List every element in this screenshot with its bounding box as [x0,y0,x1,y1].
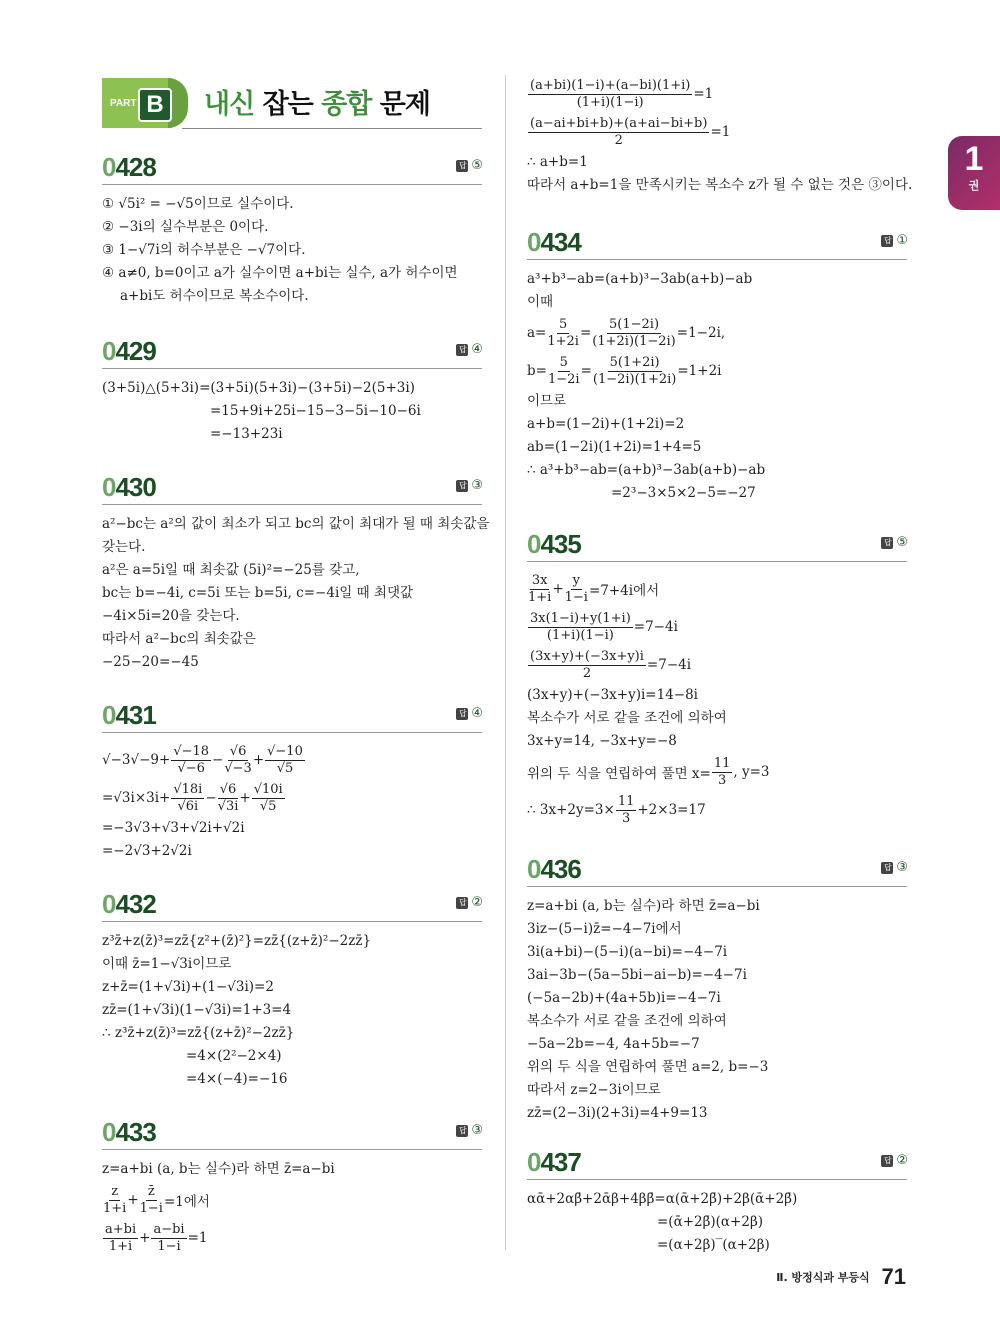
solution-line [527,608,907,646]
problem-block [102,470,490,674]
math-text: + [239,790,251,806]
answer [456,342,482,357]
problem-number-prefix: 0 [102,700,116,730]
answer [881,233,907,248]
math-text: = [580,363,592,379]
solution-line: ∴ a³+b³−ab=(a+b)³−3ab(a+b)−ab [527,462,766,478]
numerator: a+bi [105,1221,137,1237]
solution-line: z=a+bi (a, b는 실수)라 하면 z̄=a−bi [527,898,760,914]
math-text: =7+4i에서 [588,583,660,599]
solution-line [102,779,482,817]
solution-line: ③ 1−√7i의 허수부분은 −√7이다. [102,242,306,258]
volume-label: 권 [968,179,980,192]
problem-rule [102,368,482,369]
fraction [103,1184,126,1217]
answer [881,860,907,875]
solution-line: 3iz−(5−i)z̄=−4−7i에서 [527,921,682,937]
answer-value: ⑤ [471,158,482,173]
solution-line: z+z̄=(1+√3i)+(1−√3i)=2 [102,979,274,995]
denominator: 1−i [564,589,588,605]
answer-badge-icon: 답 [456,160,468,172]
math-text: =1에서 [163,1194,210,1210]
denominator: 2 [582,665,592,681]
numerator: (a−ai+bi+b)+(a+ai−bi+b) [530,115,708,131]
solution-line: −5a−2b=−4, 4a+5b=−7 [527,1036,700,1052]
math-text: b= [527,363,547,379]
solution-line: αᾱ+2αβ̄+2ᾱβ+4ββ̄=α(ᾱ+2β̄)+2β(ᾱ+2β̄) [527,1191,798,1207]
problem-number-prefix: 0 [102,472,116,502]
fraction [616,794,637,827]
numerator: 5(1+2i) [609,354,660,370]
fraction [592,317,675,350]
problem-block [527,527,907,829]
denominator: 1−2i [547,371,580,387]
denominator: 3 [717,772,727,788]
math-text: √−3√−9+ [102,752,171,768]
answer-value: ③ [471,1123,482,1138]
denominator: 1+i [108,1238,133,1254]
numerator: 5 [559,316,568,332]
answer-badge-icon: 답 [456,1125,468,1137]
solution-line: a+bi도 허수이므로 복소수이다. [120,288,309,304]
problem-rule [527,886,907,887]
denominator: (1+2i)(1−2i) [592,333,676,349]
answer-badge-icon: 답 [456,480,468,492]
denominator: √−6 [177,760,205,776]
problem-rule [102,184,482,185]
solution-line [527,314,907,352]
solution-line: =4×(2²−2×4) [186,1048,282,1064]
title-word: 내신 [204,89,255,120]
numerator: (a+bi)(1−i)+(a−bi)(1+i) [530,77,691,93]
solution-line: ① √5i² = −√5이므로 실수이다. [102,196,294,212]
solution-line: 따라서 a+b=1을 만족시키는 복소수 z가 될 수 없는 것은 ③이다. [527,177,913,193]
numerator: 3x(1−i)+y(1+i) [530,610,631,626]
problem-number-prefix: 0 [102,152,116,182]
problem-block [102,1115,482,1257]
solution-line: =−2√3+2√2i [102,843,192,859]
problem-number [102,470,482,504]
page-title [204,82,430,121]
part-label: PART [110,98,137,109]
problem-block [102,887,482,1091]
denominator: (1−2i)(1+2i) [592,371,677,387]
numerator: √10i [253,781,283,797]
problem-number-prefix: 0 [527,227,541,257]
problem-number-digits: 436 [540,854,581,884]
problem-rule [102,732,482,733]
problem-number [102,1115,482,1149]
answer-badge-icon: 답 [456,344,468,356]
solution-line: ② −3i의 실수부분은 0이다. [102,219,269,235]
fraction [151,1222,186,1255]
fraction [224,744,251,777]
math-text: − [212,752,224,768]
title-word: 잡는 [262,89,313,120]
problem-block [527,1145,907,1257]
fraction [218,782,239,815]
numerator: √6 [219,781,237,797]
solution-line: 따라서 z=2−3i이므로 [527,1082,661,1098]
problem-number [102,698,482,732]
fraction [528,116,709,149]
answer-value: ④ [471,342,482,357]
math-text: = [579,325,592,341]
answer [881,1153,907,1168]
numerator: 5 [559,354,568,370]
answer [456,706,482,721]
math-text: ∴ 3x+2y=3× [527,802,615,818]
header-rule [182,128,482,129]
part-letter: B [138,88,172,122]
problem-number [102,334,482,368]
solution-line: 따라서 a²−bc의 최솟값은 [102,631,256,647]
numerator: 5(1−2i) [609,316,660,332]
problem-number-digits: 429 [115,336,156,366]
answer [456,478,482,493]
answer-badge-icon: 답 [881,235,893,247]
problem-rule [102,504,482,505]
problem-number-digits: 435 [540,529,581,559]
denominator: √6i [177,798,199,814]
solution-line: 이때 [527,294,554,310]
answer-value: ② [896,1153,907,1168]
denominator: √5 [276,760,294,776]
solution-line: z³z̄+z(z̄)³=zz̄{z²+(z̄)²}=zz̄{(z+z̄)²−2zz̄} [102,933,372,949]
answer-value: ③ [471,478,482,493]
math-text: =1 [710,124,731,140]
problem-number [102,150,482,184]
numerator: √−18 [173,743,210,759]
volume-tab [948,136,1000,210]
denominator: 1+i [528,589,552,605]
math-text: =√3i×3i+ [102,790,171,806]
numerator: z [111,1183,119,1199]
solution-line: =4×(−4)=−16 [186,1071,288,1087]
solution-line: (3+5i)△(5+3i)=(3+5i)(5+3i)−(3+5i)−2(5+3i) [102,380,415,396]
fraction [103,1222,138,1255]
section-header [102,78,482,130]
problem-number-prefix: 0 [527,1147,541,1177]
problem-number [527,1145,907,1179]
solution-line: 복소수가 서로 같을 조건에 의하여 [527,710,727,726]
problem-number [102,887,482,921]
problem-number [527,527,907,561]
title-word: 종합 [321,89,372,120]
solution-line: =15+9i+25i−15−3−5i−10−6i [210,403,421,419]
fraction [171,744,211,777]
problem-number-digits: 433 [115,1117,156,1147]
numerator: √18i [173,781,203,797]
problem-number-digits: 437 [540,1147,581,1177]
fraction [712,756,733,789]
solution-line: 이므로 [527,393,567,409]
problem-rule [102,921,482,922]
problem-number-digits: 430 [115,472,156,502]
problem-number-digits: 432 [115,889,156,919]
problem-number-prefix: 0 [102,336,116,366]
solution-line: a+b=(1−2i)+(1+2i)=2 [527,416,685,432]
solution-line: =(α+2β)‾(α+2β) [657,1237,770,1253]
solution-line: 이때 z̄=1−√3i이므로 [102,956,232,972]
answer-badge-icon: 답 [456,897,468,909]
math-text: 위의 두 식을 연립하여 풀면 x= [527,766,711,782]
answer-badge-icon: 답 [881,862,893,874]
fraction [547,317,579,350]
answer [881,535,907,550]
solution-line: a³+b³−ab=(a+b)³−3ab(a+b)−ab [527,271,753,287]
numerator: 11 [617,793,635,809]
solution-line [527,75,907,113]
problem-number-prefix: 0 [527,854,541,884]
solution-line [527,753,907,791]
numerator: z̄ [147,1183,155,1199]
denominator: 1−i [139,1200,163,1216]
numerator: a−bi [153,1221,185,1237]
solution-line: ∴ a+b=1 [527,154,588,170]
answer-value: ⑤ [896,535,907,550]
math-text: a= [527,325,547,341]
title-word: 문제 [379,89,430,120]
solution-line: 3ai−3b−(5a−5bi−ai−b)=−4−7i [527,967,747,983]
answer [456,1123,482,1138]
denominator: √5 [259,798,277,814]
answer-badge-icon: 답 [881,1155,893,1167]
problem-block [527,852,907,1125]
math-text: +2×3=17 [637,802,706,818]
answer-value: ② [471,895,482,910]
math-text: + [127,1192,139,1208]
problem-number [527,225,907,259]
chapter-title: Ⅱ. 방정식과 부등식 [776,1271,870,1284]
problem-number [527,852,907,886]
math-text: =7−4i [633,619,678,635]
numerator: 11 [713,755,731,771]
solution-line: (3x+y)+(−3x+y)i=14−8i [527,687,698,703]
denominator: 3 [621,810,631,826]
problem-rule [527,561,907,562]
solution-line: bc는 b=−4i, c=5i 또는 b=5i, c=−4i일 때 최댓값 [102,585,414,601]
fraction [140,1184,163,1217]
fraction [565,573,588,606]
math-text: =1 [693,86,714,102]
denominator: √−3 [224,760,252,776]
math-text: =1+2i [677,363,722,379]
solution-line: zz̄=(1+√3i)(1−√3i)=1+3=4 [102,1002,292,1018]
math-text: + [252,752,265,768]
problem-rule [102,1149,482,1150]
page-number: 71 [881,1264,906,1289]
math-text: + [139,1230,151,1246]
denominator: 1−i [157,1238,181,1254]
problem-number-prefix: 0 [527,529,541,559]
answer-badge-icon: 답 [881,537,893,549]
problem-number-prefix: 0 [102,1117,116,1147]
solution-line: 3x+y=14, −3x+y=−8 [527,733,677,749]
answer-value: ③ [896,860,907,875]
fraction [593,355,676,388]
fraction [265,744,305,777]
solution-line [527,352,907,390]
problem-number-digits: 428 [115,152,156,182]
solution-line [527,791,907,829]
problem-block [527,225,907,505]
column-divider [505,75,506,1250]
denominator: (1+i)(1−i) [576,94,644,110]
numerator: y [572,572,580,588]
solution-line: −25−20=−45 [102,654,199,670]
problem-block [102,698,482,863]
solution-line [527,646,907,684]
fraction [548,355,580,388]
solution-line: 3i(a+bi)−(5−i)(a−bi)=−4−7i [527,944,728,960]
denominator: 1+i [103,1200,127,1216]
volume-number: 1 [964,140,984,178]
problem-rule [527,1179,907,1180]
page-footer [776,1264,906,1290]
numerator: 3x [531,572,548,588]
numerator: (3x+y)+(−3x+y)i [530,648,644,664]
problem-block [102,150,482,308]
math-text: =7−4i [646,657,692,673]
denominator: 2 [614,132,623,148]
fraction [528,573,551,606]
solution-line [102,1181,482,1219]
solution-line: 복소수가 서로 같을 조건에 의하여 [527,1013,727,1029]
solution-line: −4i×5i=20을 갖는다. [102,608,240,624]
solution-line: z=a+bi (a, b는 실수)라 하면 z̄=a−bi [102,1161,335,1177]
denominator: 1+2i [547,333,579,349]
math-text: =1−2i, [676,325,726,341]
fraction [528,78,692,111]
denominator: (1+i)(1−i) [546,627,614,643]
math-text: =1 [187,1230,208,1246]
math-text: + [552,581,564,597]
problem-number-digits: 434 [540,227,581,257]
solution-line: a²은 a=5i일 때 최솟값 (5i)²=−25를 갖고, [102,562,360,578]
problem-number-prefix: 0 [102,889,116,919]
problem-block [102,334,482,446]
answer-value: ④ [471,706,482,721]
answer-value: ① [896,233,907,248]
solution-line: (−5a−2b)+(4a+5b)i=−4−7i [527,990,721,1006]
solution-line [527,113,907,151]
answer-badge-icon: 답 [456,708,468,720]
solution-line: 갖는다. [102,539,146,555]
problem-number-digits: 431 [115,700,156,730]
solution-line: 위의 두 식을 연립하여 풀면 a=2, b=−3 [527,1059,769,1075]
answer [456,895,482,910]
fraction [528,611,633,644]
fraction [252,782,285,815]
solution-line: =2³−3×5×2−5=−27 [611,485,756,501]
numerator: √−10 [267,743,303,759]
solution-line: =−3√3+√3+√2i+√2i [102,820,245,836]
fraction [528,649,646,682]
math-text: − [205,790,217,806]
problem-block [527,75,913,197]
math-text: , y=3 [733,764,770,780]
solution-line: ab=(1−2i)(1+2i)=1+4=5 [527,439,702,455]
solution-line [527,570,907,608]
problem-rule [527,259,907,260]
solution-line: ④ a≠0, b=0이고 a가 실수이면 a+bi는 실수, a가 허수이면 [102,265,458,281]
answer [456,158,482,173]
solution-line [102,741,482,779]
solution-line: zz̄=(2−3i)(2+3i)=4+9=13 [527,1105,708,1121]
solution-line [102,1219,482,1257]
fraction [171,782,204,815]
solution-line: ∴ z³z̄+z(z̄)³=zz̄{(z+z̄)²−2zz̄} [102,1025,295,1041]
solution-line: =−13+23i [210,426,283,442]
denominator: √3i [217,798,239,814]
solution-line: a²−bc는 a²의 값이 최소가 되고 bc의 값이 최대가 될 때 최솟값을 [102,516,490,532]
numerator: √6 [229,743,247,759]
solution-line: =(ᾱ+2β̄)(α+2β) [657,1214,764,1230]
